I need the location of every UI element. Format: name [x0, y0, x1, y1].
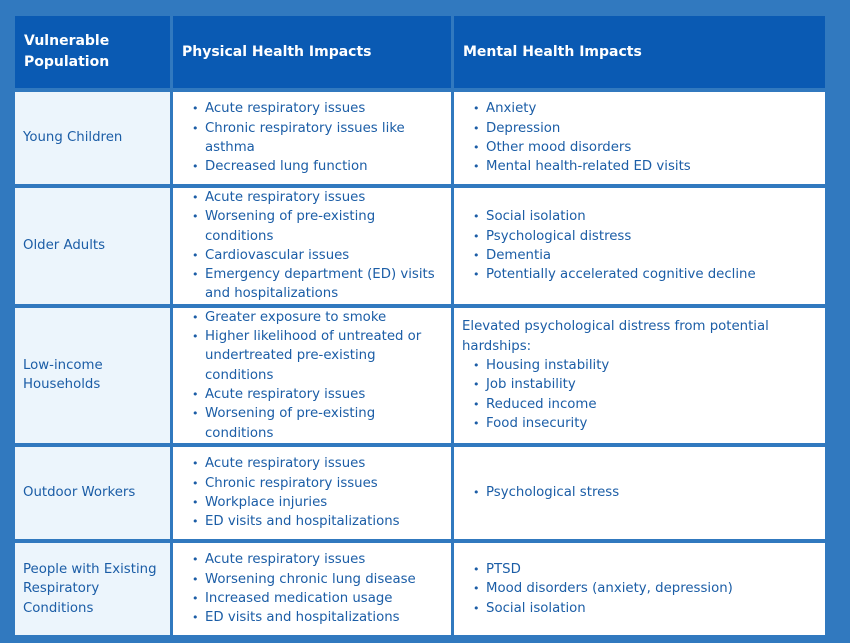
list-item: • Potentially accelerated cognitive decline [473, 265, 817, 284]
table-row [15, 543, 825, 635]
list-item: • Other mood disorders [473, 138, 817, 157]
list-item: • Food insecurity [473, 414, 817, 433]
list-item: • Greater exposure to smoke [192, 308, 443, 327]
list-item: • Mood disorders (anxiety, depression) [473, 579, 817, 598]
list-item: • Decreased lung function [192, 157, 443, 176]
table-row [15, 188, 825, 308]
list-item: • Chronic respiratory issues [192, 474, 443, 493]
physical-cell [173, 447, 454, 543]
list-item: • Job instability [473, 375, 817, 394]
mental-cell [454, 447, 825, 543]
mental-list [473, 560, 817, 618]
list-item: • Worsening of pre-existing conditions [192, 207, 443, 246]
mental-list [473, 483, 817, 502]
list-item: • Acute respiratory issues [192, 188, 443, 207]
list-item: • Increased medication usage [192, 589, 443, 608]
population-cell: People with Existing Respiratory Conditions [15, 543, 173, 635]
list-item: • Higher likelihood of untreated or undertreated pre-existing conditions [192, 327, 443, 385]
list-item: • Dementia [473, 246, 817, 265]
population-cell: Young Children [15, 92, 173, 188]
list-item: • Cardiovascular issues [192, 246, 443, 265]
mental-cell [454, 543, 825, 635]
list-item: • Acute respiratory issues [192, 454, 443, 473]
list-item: • Chronic respiratory issues like asthma [192, 119, 443, 158]
list-item: • Social isolation [473, 207, 817, 226]
table-row [15, 447, 825, 543]
physical-list [192, 550, 443, 627]
mental-list [473, 356, 817, 433]
header-mental: Mental Health Impacts [454, 16, 825, 92]
list-item: • ED visits and hospitalizations [192, 608, 443, 627]
list-item: • Acute respiratory issues [192, 385, 443, 404]
list-item: • Social isolation [473, 599, 817, 618]
physical-list [192, 454, 443, 531]
mental-intro-text: Elevated psychological distress from potential hardships: [462, 319, 769, 354]
table-row [15, 92, 825, 188]
mental-cell [454, 188, 825, 308]
impacts-table-container [15, 16, 825, 635]
physical-list [192, 99, 443, 176]
list-item: • Anxiety [473, 99, 817, 118]
list-item: • Mental health-related ED visits [473, 157, 817, 176]
physical-cell [173, 92, 454, 188]
list-item: • PTSD [473, 560, 817, 579]
mental-cell [454, 308, 825, 447]
physical-cell [173, 188, 454, 308]
mental-list [473, 99, 817, 176]
header-physical: Physical Health Impacts [173, 16, 454, 92]
physical-cell [173, 308, 454, 447]
mental-list [473, 207, 817, 284]
list-item: • ED visits and hospitalizations [192, 512, 443, 531]
list-item: • Depression [473, 119, 817, 138]
table-row [15, 308, 825, 447]
header-population: Vulnerable Population [15, 16, 173, 92]
physical-list [192, 188, 443, 304]
list-item: • Psychological stress [473, 483, 817, 502]
population-cell: Older Adults [15, 188, 173, 308]
physical-cell [173, 543, 454, 635]
list-item: • Psychological distress [473, 227, 817, 246]
physical-list [192, 308, 443, 443]
list-item: • Worsening of pre-existing conditions [192, 404, 443, 443]
list-item: • Housing instability [473, 356, 817, 375]
list-item: • Acute respiratory issues [192, 99, 443, 118]
list-item: • Worsening chronic lung disease [192, 570, 443, 589]
vulnerable-populations-table [15, 16, 825, 635]
mental-cell [454, 92, 825, 188]
population-cell: Outdoor Workers [15, 447, 173, 543]
list-item: • Emergency department (ED) visits and hospitalizations [192, 265, 443, 304]
header-row [15, 16, 825, 92]
list-item: • Reduced income [473, 395, 817, 414]
list-item: • Acute respiratory issues [192, 550, 443, 569]
population-cell: Low-income Households [15, 308, 173, 447]
list-item: • Workplace injuries [192, 493, 443, 512]
